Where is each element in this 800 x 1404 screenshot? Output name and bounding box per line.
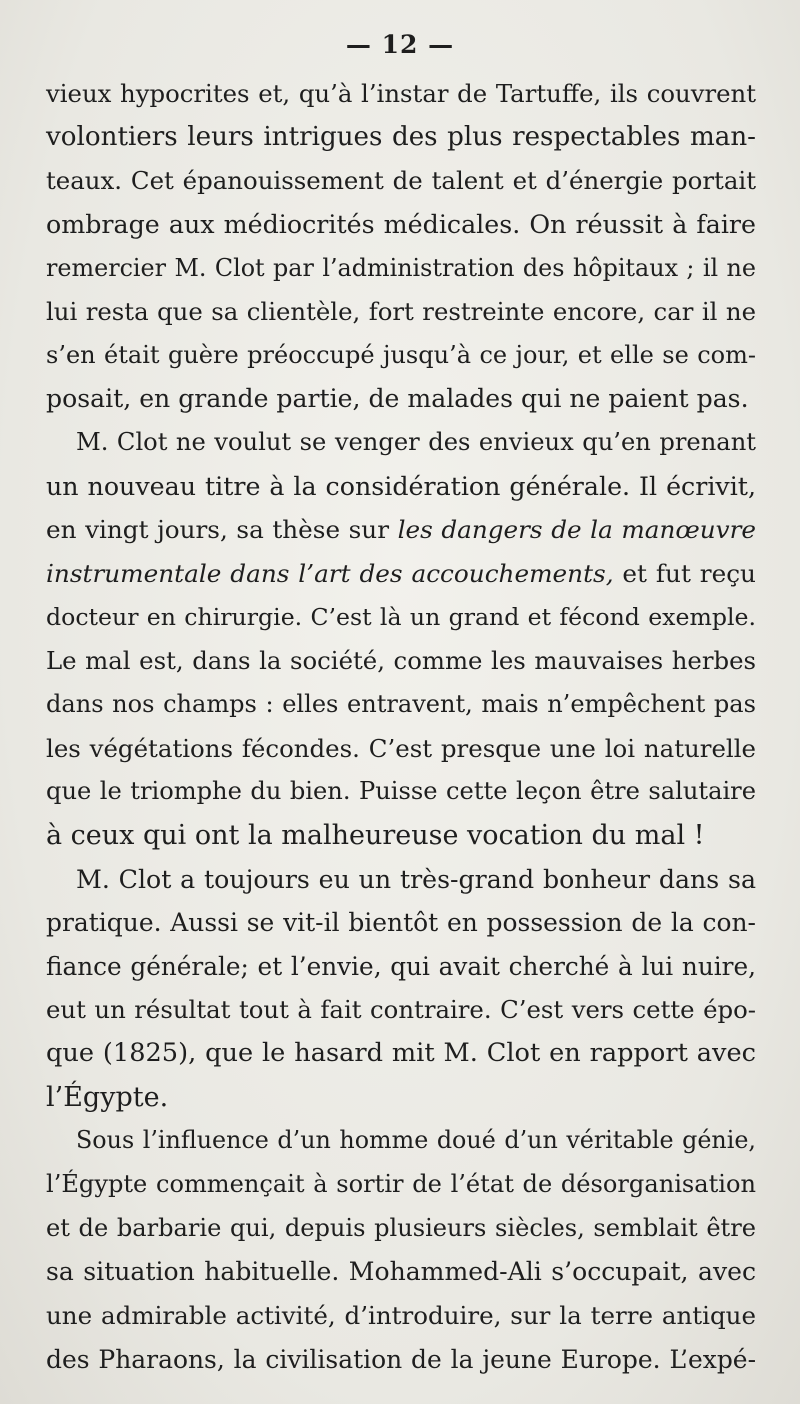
line-text: l’Égypte. bbox=[46, 1081, 169, 1113]
text-line bbox=[46, 377, 756, 421]
line-text: pratique. Aussi se vit-il bientôt en possession de la con- bbox=[46, 908, 756, 938]
line-text: les végétations fécondes. C’est presque une loi naturelle bbox=[46, 733, 756, 763]
line-text: l’Égypte commençait à sortir de l’état de désorganisation bbox=[46, 1170, 756, 1199]
line-text: et fut reçu bbox=[613, 559, 756, 589]
text-line bbox=[46, 203, 756, 247]
line-text: docteur en chirurgie. C’est là un grand et fécond exemple. bbox=[46, 602, 756, 631]
text-line bbox=[46, 247, 756, 291]
line-text: M. Clot a toujours eu un très-grand bonheur dans sa bbox=[76, 864, 756, 894]
line-text: en vingt jours, sa thèse sur bbox=[46, 515, 398, 545]
line-text: remercier M. Clot par l’administration des hôpitaux ; il ne bbox=[46, 253, 756, 282]
line-text: Le mal est, dans la société, comme les mauvaises herbes bbox=[46, 646, 756, 676]
text-line bbox=[46, 858, 756, 902]
text-line bbox=[46, 683, 756, 727]
line-text: eut un résultat tout à fait contraire. C’est vers cette épo- bbox=[46, 995, 756, 1025]
text-line bbox=[46, 290, 756, 334]
text-line bbox=[46, 1338, 756, 1382]
line-text: teaux. Cet épanouissement de talent et d’énergie portait bbox=[46, 166, 756, 196]
text-line bbox=[46, 1250, 756, 1294]
text-line bbox=[46, 159, 756, 203]
line-text: volontiers leurs intrigues des plus respectables man- bbox=[46, 121, 756, 152]
text-line bbox=[46, 1076, 756, 1120]
text-line bbox=[46, 945, 756, 989]
line-text: dans nos champs : elles entravent, mais n’empêchent pas bbox=[46, 689, 756, 718]
text-line bbox=[46, 465, 756, 509]
line-text: une admirable activité, d’introduire, sur la terre antique bbox=[46, 1300, 756, 1330]
page-number: — 12 — bbox=[345, 30, 455, 59]
text-line bbox=[46, 1207, 756, 1251]
line-text: M. Clot ne voulut se venger des envieux qu’en prenant bbox=[76, 428, 756, 457]
text-line bbox=[46, 552, 756, 596]
line-text: que le triomphe du bien. Puisse cette leçon être salutaire bbox=[46, 777, 756, 806]
text-line bbox=[46, 639, 756, 683]
italic-title-text: instrumentale dans l’art des accouchements, bbox=[46, 559, 614, 589]
body-text bbox=[46, 72, 756, 1381]
italic-title-text: les dangers de la manœuvre bbox=[397, 515, 756, 545]
line-text: posait, en grande partie, de malades qui ne paient pas. bbox=[46, 384, 749, 414]
text-line bbox=[46, 770, 756, 814]
text-line bbox=[46, 814, 756, 858]
text-line bbox=[46, 727, 756, 771]
line-text: des Pharaons, la civilisation de la jeune Europe. L’expé- bbox=[46, 1344, 756, 1374]
line-text: fiance générale; et l’envie, qui avait cherché à lui nuire, bbox=[46, 951, 756, 981]
line-text: lui resta que sa clientèle, fort restreinte encore, car il ne bbox=[46, 297, 756, 327]
line-text: vieux hypocrites et, qu’à l’instar de Tartuffe, ils couvrent bbox=[46, 79, 756, 108]
line-text: un nouveau titre à la considération générale. Il écrivit, bbox=[46, 471, 756, 501]
text-line bbox=[46, 334, 756, 378]
text-line bbox=[46, 1163, 756, 1207]
text-line bbox=[46, 1032, 756, 1076]
text-line bbox=[46, 988, 756, 1032]
line-text: à ceux qui ont la malheureuse vocation du mal ! bbox=[46, 819, 705, 851]
text-line bbox=[46, 1294, 756, 1338]
text-line bbox=[46, 72, 756, 116]
line-text: et de barbarie qui, depuis plusieurs siècles, semblait être bbox=[46, 1213, 756, 1242]
line-text: ombrage aux médiocrités médicales. On réussit à faire bbox=[46, 209, 756, 239]
line-text: que (1825), que le hasard mit M. Clot en rapport avec bbox=[46, 1038, 756, 1069]
line-text: s’en était guère préoccupé jusqu’à ce jour, et elle se com- bbox=[46, 340, 756, 369]
text-line bbox=[46, 1119, 756, 1163]
text-line bbox=[46, 901, 756, 945]
text-line bbox=[46, 421, 756, 465]
text-line bbox=[46, 508, 756, 552]
line-text: Sous l’influence d’un homme doué d’un véritable génie, bbox=[76, 1126, 756, 1155]
text-line bbox=[46, 116, 756, 160]
line-text: sa situation habituelle. Mohammed-Ali s’occupait, avec bbox=[46, 1257, 756, 1287]
text-line bbox=[46, 596, 756, 640]
